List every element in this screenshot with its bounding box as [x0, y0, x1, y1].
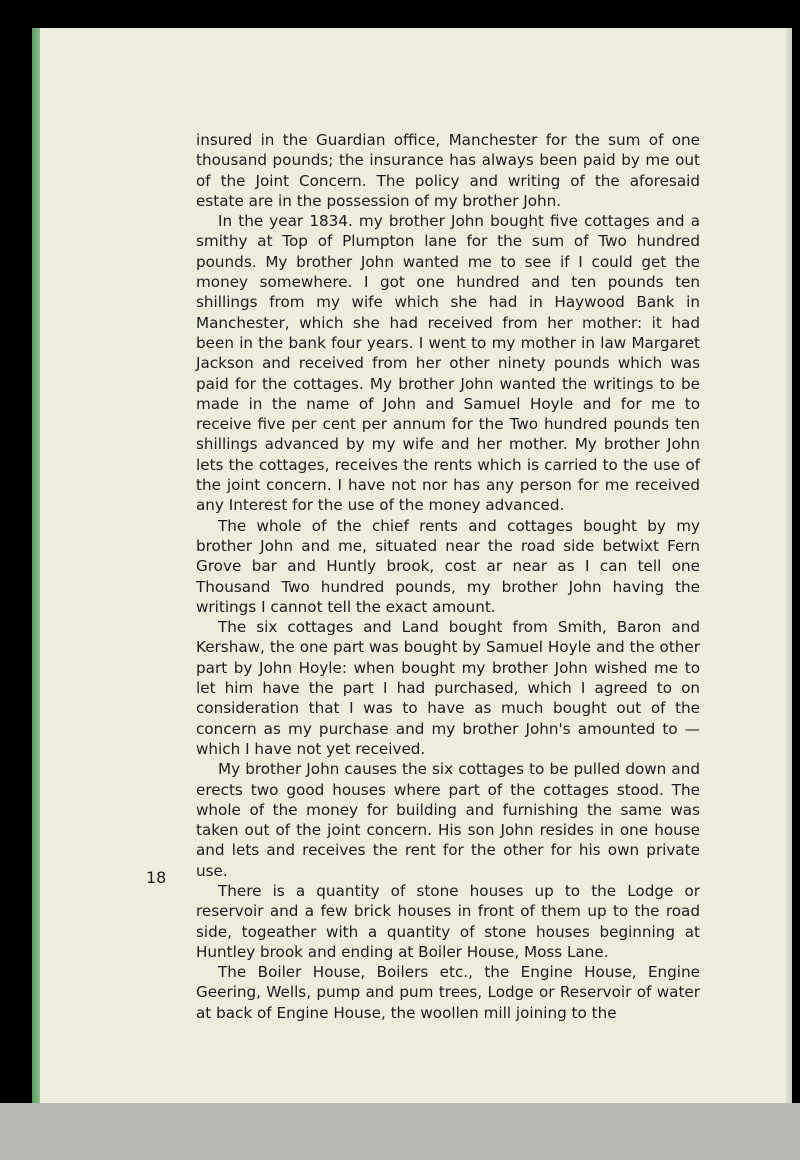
paragraph-4: The six cottages and Land bought from Smith, Baron and Kershaw, the one part was bought by Samuel Hoyle and the other part by John Hoyle: when bought my brother John wished me to let him have the part I had purchased, which I agreed to on consideration that I was to have as much bought out of the concern as my purchase and my brother John's amounted to — which I have not yet received. — [196, 618, 700, 758]
paragraph-2: In the year 1834. my brother John bought five cottages and a smithy at Top of Plumpton lane for the sum of Two hundred pounds. My brother John wanted me to see if I could get the money somewhere. I got one hundred and ten pounds ten shillings from my wife which she had in Haywood Bank in Manchester, which she had received from her mother: it had been in the bank four years. I went to my mother in law Margaret Jackson and received from her other ninety pounds which was paid for the cottages. My brother John wanted the writings to be made in the name of John and Samuel Hoyle and for me to receive five per cent per annum for the Two hundred pounds ten shillings advanced by my wife and her mother. My brother John lets the cottages, receives the rents which is carried to the use of the joint concern. I have not nor has any person for me received any Interest for the use of the money advanced. — [196, 212, 700, 515]
paragraph-7: The Boiler House, Boilers etc., the Engine House, Engine Geering, Wells, pump and pum trees, Lodge or Reservoir of water at back of Engine House, the woollen mill joining to the — [196, 963, 700, 1022]
page-edge — [786, 28, 792, 1103]
paragraph-5: My brother John causes the six cottages to be pulled down and erects two good houses where part of the cottages stood. The whole of the money for building and furnishing the same was taken out of the joint concern. His son John resides in one house and lets and receives the rent for the other for his own private use. — [196, 760, 700, 880]
paragraph-3: The whole of the chief rents and cottages bought by my brother John and me, situated near the road side betwixt Fern Grove bar and Huntly brook, cost ar near as I can tell one Thousand Two hundred pounds, my brother John having the writings I cannot tell the exact amount. — [196, 516, 700, 616]
book-page — [32, 28, 792, 1103]
page-number: 18 — [146, 868, 167, 887]
book-spine-edge — [32, 28, 40, 1103]
paragraph-6: There is a quantity of stone houses up to the Lodge or reservoir and a few brick houses in front of them up to the road side, togeather with a quantity of stone houses beginning at Huntley brook and ending at Boiler House, Moss Lane. — [196, 881, 700, 961]
body-text — [196, 130, 700, 1023]
paragraph-1: insured in the Guardian office, Manchester for the sum of one thousand pounds; the insurance has always been paid by me out of the Joint Concern. The policy and writing of the aforesaid estate are in the possession of my brother John. — [196, 131, 700, 210]
scan-background — [0, 1103, 800, 1160]
